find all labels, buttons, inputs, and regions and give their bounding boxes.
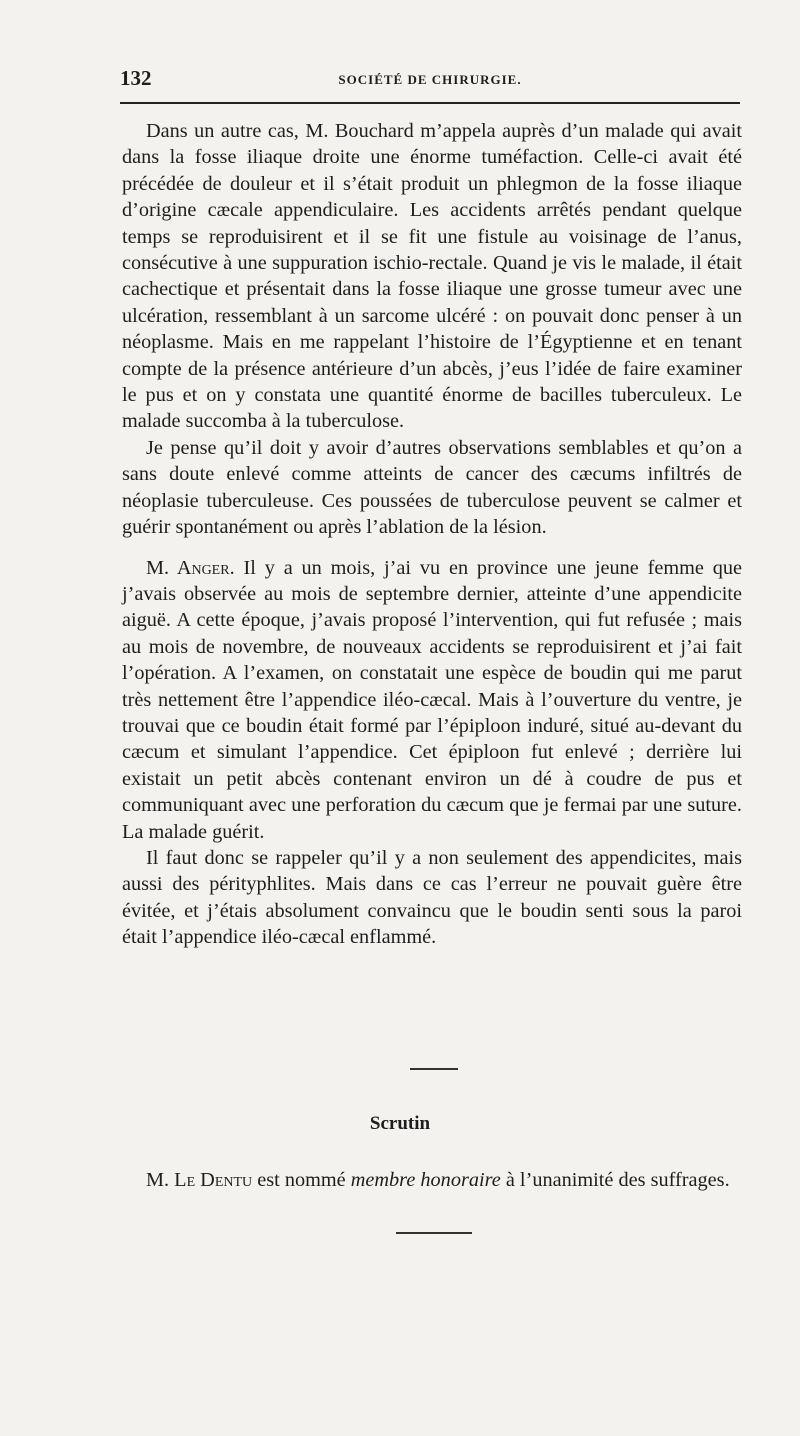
section-divider bbox=[410, 1068, 458, 1070]
scrutin-text-before: est nommé bbox=[257, 1169, 346, 1191]
paragraph-anger-followup: Il faut donc se rappeler qu’il y a non seulement des appendicites, mais aussi des pérityphlites. Mais dans ce cas l’erreur ne pouvait guère être évitée, et j’étais absolument convaincu que le boudin senti sous la paroi était l’appendice iléo-cæcal enflammé. bbox=[122, 846, 742, 949]
scrutin-italic-phrase: membre honoraire bbox=[350, 1169, 501, 1191]
page-number: 132 bbox=[120, 66, 152, 90]
scrutin-text bbox=[122, 1167, 742, 1193]
paragraph-bouchard-case: Dans un autre cas, M. Bouchard m’appela auprès d’un malade qui avait dans la fosse iliaque droite une énorme tuméfaction. Celle-ci avait été précédée de douleur et il s’était produit un phlegmon de la fosse iliaque d’origine cæcale appendiculaire. Les accidents arrêtés pendant quelque temps se reproduisirent et il se fit une fistule au voisinage de l’anus, consécutive à une suppuration ischio-rectale. Quand je vis le malade, il était cachectique et présentait dans la fosse iliaque une grosse tumeur avec une ulcération, ressemblant à un sarcome ulcéré : on pouvait donc penser à un néoplasme. Mais en me rappelant l’histoire de l’Égyptienne et en tenant compte de la présence antérieure d’un abcès, j’eus l’idée de faire examiner le pus et on y constata une quantité énorme de bacilles tuberculeux. Le malade succomba à la tuberculose. bbox=[122, 120, 742, 433]
paragraph-anger bbox=[122, 555, 742, 845]
main-text bbox=[122, 118, 742, 951]
running-head: SOCIÉTÉ DE CHIRURGIE. bbox=[338, 72, 522, 87]
scrutin-paragraph bbox=[122, 1167, 742, 1193]
paragraph-tuberculosis-note: Je pense qu’il doit y avoir d’autres observations semblables et qu’on a sans doute enlevé comme atteints de cancer des cæcums infiltrés de néoplasie tuberculeuse. Ces poussées de tuberculose peuvent se calmer et guérir spontanément ou après l’ablation de la lésion. bbox=[122, 436, 742, 539]
anger-text: Il y a un mois, j’ai vu en province une jeune femme que j’avais observée au mois de septembre dernier, atteinte d’une appendicite aiguë. A cette époque, j’avais proposé l’intervention, qui fut refusée ; mais au mois de novembre, de nouveaux accidents se reproduisirent et j’ai fait l’opération. A l’examen, on constatait une espèce de boudin qui me parut très nettement être l’appendice iléo-cæcal. Mais à l’ouverture du ventre, je trouvai que ce boudin était formé par l’épiploon induré, situé au-devant du cæcum et simulant l’appendice. Cet épiploon fut enlevé ; derrière lui existait un petit abcès contenant environ un dé à coudre de pus et communiquant avec une perforation du cæcum que je fermai par une suture. La malade guérit. bbox=[122, 556, 743, 843]
closing-rule bbox=[396, 1232, 472, 1234]
speaker-name: M. Anger. bbox=[146, 556, 235, 579]
header-rule bbox=[120, 102, 740, 104]
page-header bbox=[120, 66, 740, 92]
scrutin-text-after: à l’unanimité des suffrages. bbox=[505, 1169, 730, 1191]
section-heading: Scrutin bbox=[369, 1113, 431, 1134]
speaker-name: M. Le Dentu bbox=[146, 1169, 253, 1191]
